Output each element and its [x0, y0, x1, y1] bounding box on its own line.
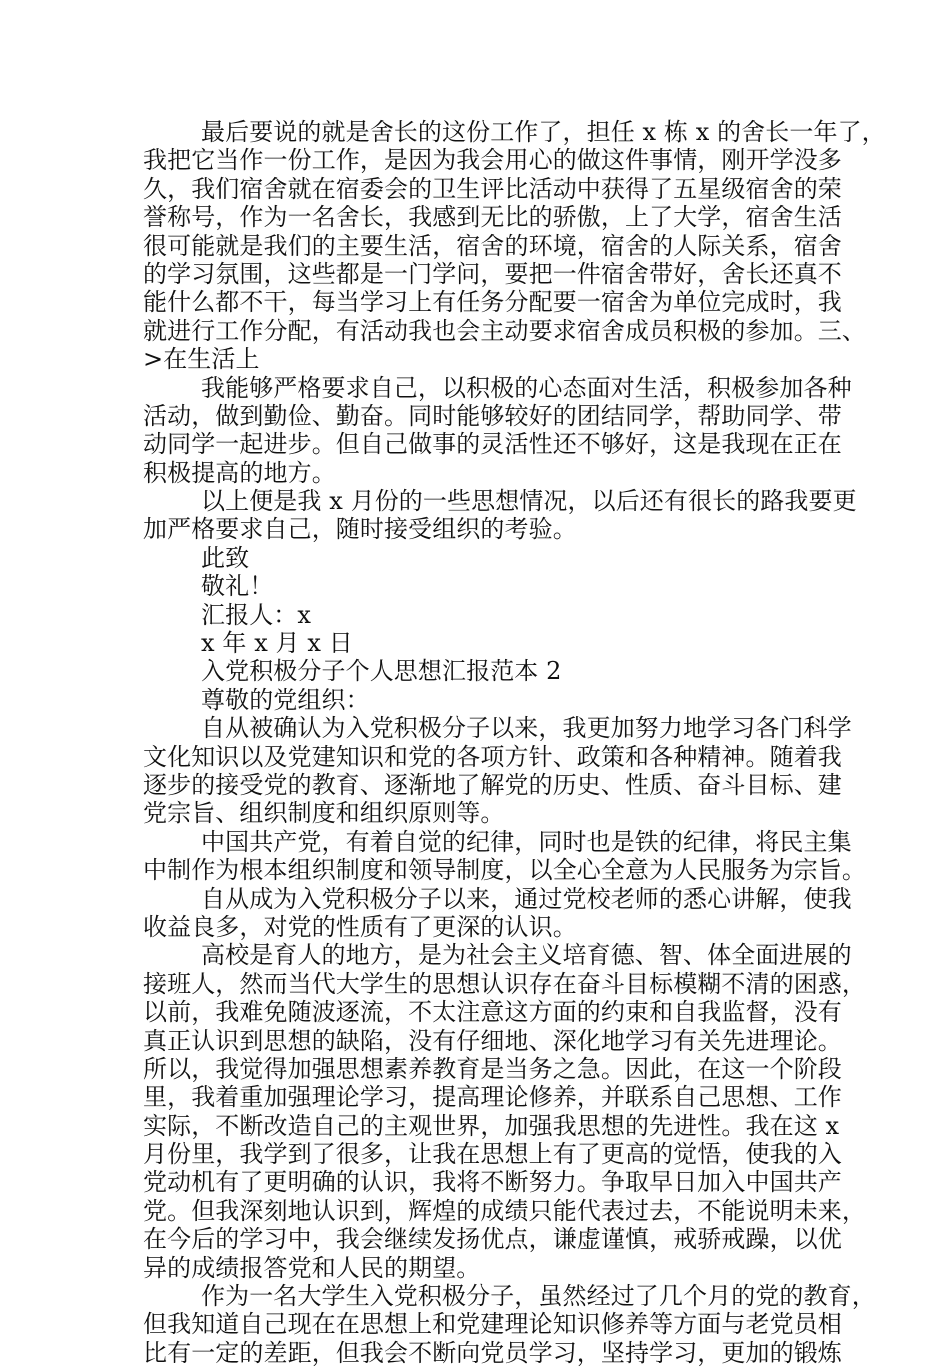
text-line: 此致 [201, 543, 250, 572]
text-line: 高校是育人的地方，是为社会主义培育德、智、体全面进展的 [201, 941, 852, 970]
text-line: >在生活上 [143, 345, 260, 374]
text-line: 誉称号，作为一名舍长，我感到无比的骄傲，上了大学，宿舍生活 [143, 203, 842, 232]
text-line: 能什么都不干，每当学习上有任务分配要一宿舍为单位完成时，我 [143, 288, 842, 317]
text-line: 文化知识以及党建知识和党的各项方针、政策和各种精神。随着我 [143, 742, 842, 771]
text-line: 我能够严格要求自己，以积极的心态面对生活，积极参加各种 [201, 373, 852, 402]
text-line: 月份里，我学到了很多，让我在思想上有了更高的觉悟，使我的入 [143, 1140, 842, 1169]
text-line: 里，我着重加强理论学习，提高理论修养，并联系自己思想、工作 [143, 1083, 842, 1112]
text-line: 动同学一起进步。但自己做事的灵活性还不够好，这是我现在正在 [143, 430, 842, 459]
text-line: 异的成绩报答党和人民的期望。 [143, 1253, 481, 1282]
text-line: 入党积极分子个人思想汇报范本 2 [201, 657, 562, 686]
text-line: 但我知道自己现在在思想上和党建理论知识修养等方面与老党员相 [143, 1310, 842, 1339]
text-line: 以前，我难免随波逐流，不太注意这方面的约束和自我监督，没有 [143, 998, 842, 1027]
text-line: 汇报人：x [201, 600, 312, 629]
text-line: 作为一名大学生入党积极分子，虽然经过了几个月的党的教育， [201, 1282, 876, 1311]
text-line: 的学习氛围，这些都是一门学问，要把一件宿舍带好，舍长还真不 [143, 259, 842, 288]
text-line: 实际，不断改造自己的主观世界，加强我思想的先进性。我在这 x [143, 1111, 840, 1140]
text-line: 最后要说的就是舍长的这份工作了，担任 x 栋 x 的舍长一年了， [201, 118, 886, 146]
text-line: 真正认识到思想的缺陷，没有仔细地、深化地学习有关先进理论。 [143, 1026, 842, 1055]
text-line: 自从成为入党积极分子以来，通过党校老师的悉心讲解，使我 [201, 884, 852, 913]
text-line: 活动，做到勤俭、勤奋。同时能够较好的团结同学，帮助同学、带 [143, 401, 842, 430]
text-line: 在今后的学习中，我会继续发扬优点，谦虚谨慎，戒骄戒躁，以优 [143, 1225, 842, 1254]
text-line: 自从被确认为入党积极分子以来，我更加努力地学习各门科学 [201, 714, 852, 743]
text-line: 我把它当作一份工作，是因为我会用心的做这件事情，刚开学没多 [143, 146, 842, 175]
text-line: 接班人，然而当代大学生的思想认识存在奋斗目标模糊不清的困惑， [143, 969, 866, 998]
document-page [143, 118, 886, 1367]
text-line: 党动机有了更明确的认识，我将不断努力。争取早日加入中国共产 [143, 1168, 842, 1197]
text-line: 就进行工作分配，有活动我也会主动要求宿舍成员积极的参加。三、 [143, 316, 866, 345]
text-line: 中制作为根本组织制度和领导制度，以全心全意为人民服务为宗旨。 [143, 856, 866, 885]
text-line: 收益良多，对党的性质有了更深的认识。 [143, 912, 577, 941]
text-line: 很可能就是我们的主要生活，宿舍的环境，宿舍的人际关系，宿舍 [143, 231, 842, 260]
text-line: 久，我们宿舍就在宿委会的卫生评比活动中获得了五星级宿舍的荣 [143, 174, 842, 203]
text-line: 比有一定的差距，但我会不断向党员学习，坚持学习，更加的锻炼 [143, 1338, 842, 1367]
text-line: 中国共产党，有着自觉的纪律，同时也是铁的纪律，将民主集 [201, 827, 852, 856]
text-line: x 年 x 月 x 日 [201, 629, 353, 658]
text-line: 以上便是我 x 月份的一些思想情况，以后还有很长的路我要更 [201, 487, 857, 516]
text-line: 加严格要求自己，随时接受组织的考验。 [143, 515, 577, 544]
text-line: 敬礼！ [201, 572, 274, 601]
text-line: 逐步的接受党的教育、逐渐地了解党的历史、性质、奋斗目标、建 [143, 770, 842, 799]
text-line: 尊敬的党组织： [201, 685, 370, 714]
text-line: 党。但我深刻地认识到，辉煌的成绩只能代表过去，不能说明未来， [143, 1196, 866, 1225]
text-line: 积极提高的地方。 [143, 458, 336, 487]
text-line: 党宗旨、组织制度和组织原则等。 [143, 799, 505, 828]
text-line: 所以，我觉得加强思想素养教育是当务之急。因此，在这一个阶段 [143, 1054, 842, 1083]
